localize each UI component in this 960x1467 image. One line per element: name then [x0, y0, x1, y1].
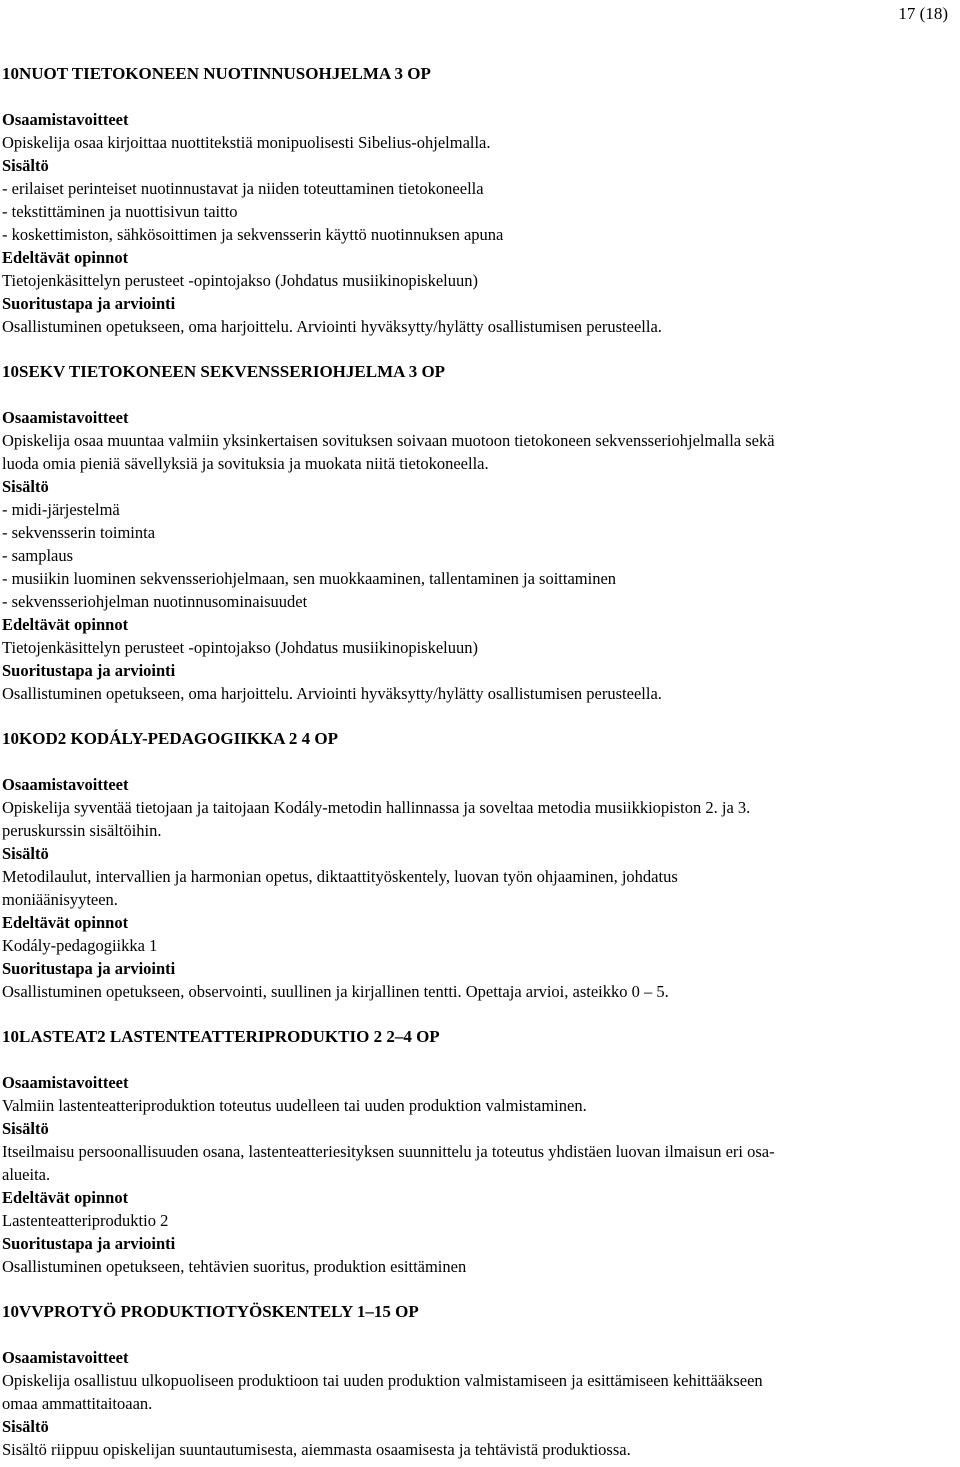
assessment-heading: Suoritustapa ja arviointi — [2, 661, 176, 680]
text-line: omaa ammattitaitoaan. — [2, 1394, 153, 1413]
prerequisites-heading: Edeltävät opinnot — [2, 615, 129, 634]
course-title: 10SEKV TIETOKONEEN SEKVENSSERIOHJELMA 3 OP — [2, 362, 446, 381]
course-section — [2, 360, 952, 727]
text-line: - koskettimiston, sähkösoittimen ja sekvensserin käyttö nuotinnuksen apuna — [2, 225, 504, 244]
course-section — [2, 62, 952, 360]
text-line: - tekstittäminen ja nuottisivun taitto — [2, 202, 238, 221]
prerequisites-heading: Edeltävät opinnot — [2, 248, 129, 267]
objectives-text — [2, 131, 952, 154]
text-line: Lastenteatteriproduktio 2 — [2, 1211, 169, 1230]
document-body — [2, 62, 952, 1461]
objectives-heading: Osaamistavoitteet — [2, 110, 129, 129]
text-line: Sisältö riippuu opiskelijan suuntautumisesta, aiemmasta osaamisesta ja tehtävistä produktiossa. — [2, 1440, 631, 1459]
assessment-text — [2, 1255, 952, 1278]
assessment-text — [2, 682, 952, 705]
text-line: Opiskelija osaa muuntaa valmiin yksinkertaisen sovituksen soivaan muotoon tietokoneen sekvensseriohjelmalla sekä — [2, 431, 775, 450]
assessment-text — [2, 980, 952, 1003]
prerequisites-text — [2, 636, 952, 659]
text-line: Osallistuminen opetukseen, tehtävien suoritus, produktion esittäminen — [2, 1257, 467, 1276]
prerequisites-text — [2, 1209, 952, 1232]
text-line: Osallistuminen opetukseen, observointi, suullinen ja kirjallinen tentti. Opettaja arvioi, asteikko 0 – 5. — [2, 982, 669, 1001]
text-line: Tietojenkäsittelyn perusteet -opintojakso (Johdatus musiikinopiskeluun) — [2, 638, 479, 657]
text-line: - sekvensserin toiminta — [2, 523, 156, 542]
assessment-text — [2, 315, 952, 338]
text-line: Osallistuminen opetukseen, oma harjoittelu. Arviointi hyväksytty/hylätty osallistumisen perusteella. — [2, 317, 662, 336]
text-line: Itseilmaisu persoonallisuuden osana, lastenteatteriesityksen suunnittelu ja toteutus yhdistäen luovan ilmaisun eri osa- — [2, 1142, 775, 1161]
objectives-heading: Osaamistavoitteet — [2, 1348, 129, 1367]
prerequisites-heading: Edeltävät opinnot — [2, 1188, 129, 1207]
text-line: Tietojenkäsittelyn perusteet -opintojakso (Johdatus musiikinopiskeluun) — [2, 271, 479, 290]
text-line: - musiikin luominen sekvensseriohjelmaan, sen muokkaaminen, tallentaminen ja soittaminen — [2, 569, 617, 588]
assessment-heading: Suoritustapa ja arviointi — [2, 959, 176, 978]
prerequisites-text — [2, 269, 952, 292]
text-line: Opiskelija osaa kirjoittaa nuottitekstiä monipuolisesti Sibelius-ohjelmalla. — [2, 133, 491, 152]
text-line: - midi-järjestelmä — [2, 500, 120, 519]
objectives-text — [2, 429, 952, 475]
text-line: Opiskelija osallistuu ulkopuoliseen produktioon tai uuden produktion valmistamiseen ja esittämiseen kehittääkseen — [2, 1371, 763, 1390]
objectives-heading: Osaamistavoitteet — [2, 1073, 129, 1092]
text-line: - sekvensseriohjelman nuotinnusominaisuudet — [2, 592, 308, 611]
objectives-text — [2, 1094, 952, 1117]
text-line: Metodilaulut, intervallien ja harmonian opetus, diktaattityöskentely, luovan työn ohjaaminen, johdatus — [2, 867, 678, 886]
text-line: Opiskelija syventää tietojaan ja taitojaan Kodály-metodin hallinnassa ja soveltaa metodia musiikkiopiston 2. ja 3. — [2, 798, 751, 817]
content-heading: Sisältö — [2, 1417, 49, 1436]
content-text — [2, 865, 952, 911]
page-number: 17 (18) — [898, 4, 948, 23]
course-title: 10KOD2 KODÁLY-PEDAGOGIIKKA 2 4 OP — [2, 729, 338, 748]
text-line: moniäänisyyteen. — [2, 890, 118, 909]
content-text — [2, 1140, 952, 1186]
content-text — [2, 177, 952, 246]
text-line: Valmiin lastenteatteriproduktion toteutus uudelleen tai uuden produktion valmistaminen. — [2, 1096, 587, 1115]
prerequisites-heading: Edeltävät opinnot — [2, 913, 129, 932]
content-heading: Sisältö — [2, 1119, 49, 1138]
text-line: peruskurssin sisältöihin. — [2, 821, 162, 840]
content-heading: Sisältö — [2, 477, 49, 496]
objectives-text — [2, 796, 952, 842]
course-section — [2, 727, 952, 1025]
course-title: 10LASTEAT2 LASTENTEATTERIPRODUKTIO 2 2–4 OP — [2, 1027, 440, 1046]
course-title: 10NUOT TIETOKONEEN NUOTINNUSOHJELMA 3 OP — [2, 64, 431, 83]
content-heading: Sisältö — [2, 844, 49, 863]
text-line: - erilaiset perinteiset nuotinnustavat ja niiden toteuttaminen tietokoneella — [2, 179, 484, 198]
course-section — [2, 1300, 952, 1461]
assessment-heading: Suoritustapa ja arviointi — [2, 1234, 176, 1253]
content-text — [2, 1438, 952, 1461]
text-line: - samplaus — [2, 546, 74, 565]
text-line: Osallistuminen opetukseen, oma harjoittelu. Arviointi hyväksytty/hylätty osallistumisen perusteella. — [2, 684, 662, 703]
course-section — [2, 1025, 952, 1300]
objectives-text — [2, 1369, 952, 1415]
text-line: alueita. — [2, 1165, 51, 1184]
objectives-heading: Osaamistavoitteet — [2, 408, 129, 427]
course-title: 10VVPROTYÖ PRODUKTIOTYÖSKENTELY 1–15 OP — [2, 1302, 419, 1321]
prerequisites-text — [2, 934, 952, 957]
objectives-heading: Osaamistavoitteet — [2, 775, 129, 794]
assessment-heading: Suoritustapa ja arviointi — [2, 294, 176, 313]
text-line: luoda omia pieniä sävellyksiä ja sovituksia ja muokata niitä tietokoneella. — [2, 454, 489, 473]
content-heading: Sisältö — [2, 156, 49, 175]
text-line: Kodály-pedagogiikka 1 — [2, 936, 158, 955]
content-text — [2, 498, 952, 613]
